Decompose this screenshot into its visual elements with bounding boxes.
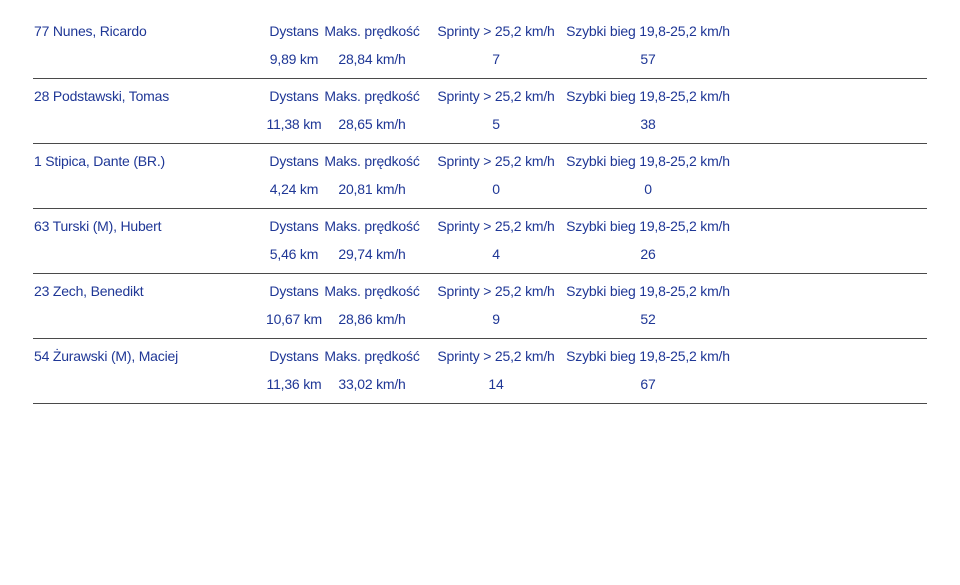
player-row bbox=[33, 339, 927, 404]
max-speed-value: 20,81 km/h bbox=[338, 181, 406, 197]
max-speed-label: Maks. prędkość bbox=[324, 88, 420, 104]
fast-runs-value: 0 bbox=[644, 181, 652, 197]
fast-runs-value: 38 bbox=[640, 116, 656, 132]
fast-runs-label: Szybki bieg 19,8-25,2 km/h bbox=[566, 218, 730, 234]
player-name: 1 Stipica, Dante (BR.) bbox=[34, 153, 165, 169]
player-stats-list bbox=[33, 14, 927, 404]
distance-value: 5,46 km bbox=[269, 246, 319, 262]
fast-runs-value: 57 bbox=[640, 51, 656, 67]
max-speed-value: 28,84 km/h bbox=[338, 51, 406, 67]
player-name: 28 Podstawski, Tomas bbox=[34, 88, 170, 104]
sprints-label: Sprinty > 25,2 km/h bbox=[437, 283, 555, 299]
fast-runs-label: Szybki bieg 19,8-25,2 km/h bbox=[566, 23, 730, 39]
sprints-value: 0 bbox=[492, 181, 500, 197]
sprints-label: Sprinty > 25,2 km/h bbox=[437, 348, 555, 364]
player-row bbox=[33, 79, 927, 144]
sprints-label: Sprinty > 25,2 km/h bbox=[437, 218, 555, 234]
player-name: 77 Nunes, Ricardo bbox=[34, 23, 147, 39]
sprints-label: Sprinty > 25,2 km/h bbox=[437, 153, 555, 169]
distance-label: Dystans bbox=[269, 23, 319, 39]
sprints-value: 9 bbox=[492, 311, 500, 327]
sprints-label: Sprinty > 25,2 km/h bbox=[437, 88, 555, 104]
distance-value: 4,24 km bbox=[269, 181, 319, 197]
player-row bbox=[33, 144, 927, 209]
distance-label: Dystans bbox=[269, 88, 319, 104]
max-speed-label: Maks. prędkość bbox=[324, 23, 420, 39]
max-speed-value: 28,86 km/h bbox=[338, 311, 406, 327]
max-speed-value: 33,02 km/h bbox=[338, 376, 406, 392]
distance-value: 11,38 km bbox=[266, 116, 322, 132]
distance-value: 10,67 km bbox=[266, 311, 322, 327]
max-speed-label: Maks. prędkość bbox=[324, 218, 420, 234]
player-row bbox=[33, 274, 927, 339]
fast-runs-value: 26 bbox=[640, 246, 656, 262]
distance-label: Dystans bbox=[269, 348, 319, 364]
fast-runs-label: Szybki bieg 19,8-25,2 km/h bbox=[566, 348, 730, 364]
distance-label: Dystans bbox=[269, 218, 319, 234]
player-name: 54 Żurawski (M), Maciej bbox=[34, 348, 178, 364]
fast-runs-label: Szybki bieg 19,8-25,2 km/h bbox=[566, 153, 730, 169]
max-speed-value: 28,65 km/h bbox=[338, 116, 406, 132]
max-speed-label: Maks. prędkość bbox=[324, 348, 420, 364]
sprints-value: 7 bbox=[492, 51, 500, 67]
distance-value: 11,36 km bbox=[266, 376, 322, 392]
max-speed-label: Maks. prędkość bbox=[324, 153, 420, 169]
sprints-value: 4 bbox=[492, 246, 500, 262]
fast-runs-label: Szybki bieg 19,8-25,2 km/h bbox=[566, 283, 730, 299]
distance-label: Dystans bbox=[269, 153, 319, 169]
sprints-label: Sprinty > 25,2 km/h bbox=[437, 23, 555, 39]
fast-runs-label: Szybki bieg 19,8-25,2 km/h bbox=[566, 88, 730, 104]
distance-label: Dystans bbox=[269, 283, 319, 299]
max-speed-label: Maks. prędkość bbox=[324, 283, 420, 299]
player-row bbox=[33, 209, 927, 274]
distance-value: 9,89 km bbox=[269, 51, 319, 67]
player-row bbox=[33, 14, 927, 79]
max-speed-value: 29,74 km/h bbox=[338, 246, 406, 262]
player-name: 63 Turski (M), Hubert bbox=[34, 218, 162, 234]
sprints-value: 5 bbox=[492, 116, 500, 132]
fast-runs-value: 52 bbox=[640, 311, 656, 327]
sprints-value: 14 bbox=[488, 376, 504, 392]
fast-runs-value: 67 bbox=[640, 376, 656, 392]
player-name: 23 Zech, Benedikt bbox=[34, 283, 144, 299]
